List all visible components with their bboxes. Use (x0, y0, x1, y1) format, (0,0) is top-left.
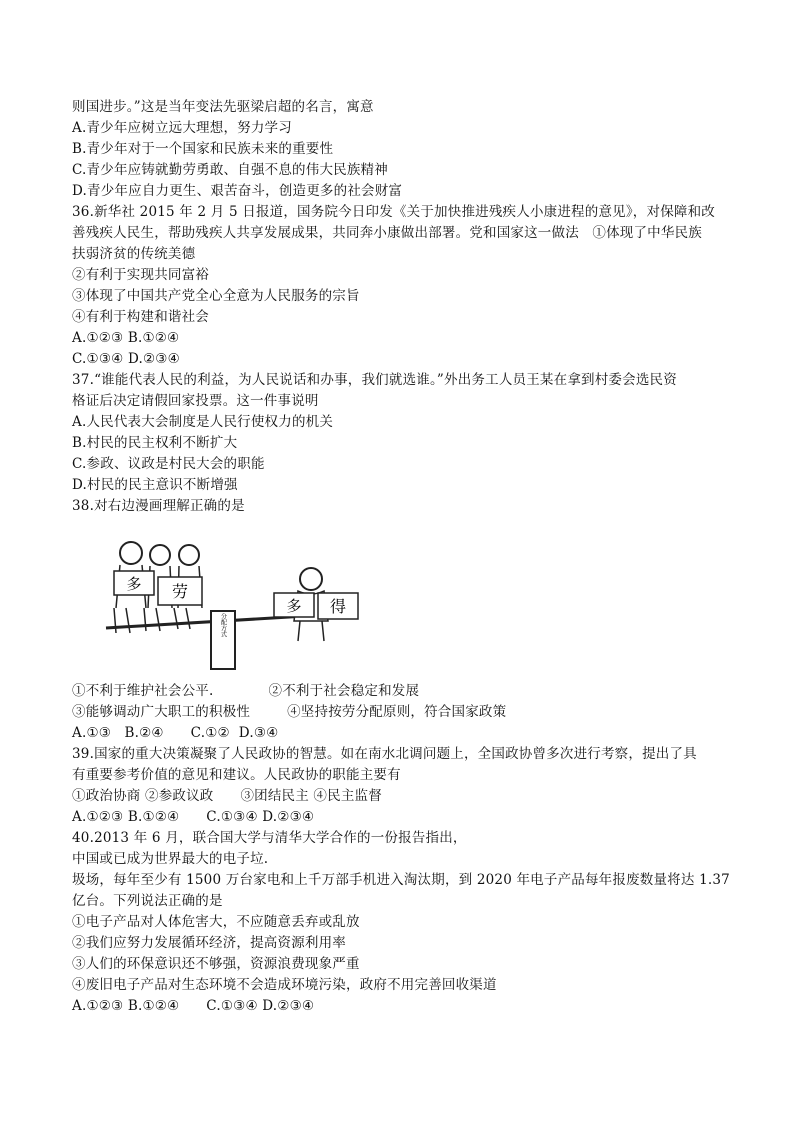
text-line: 扶弱济贫的传统美德 (72, 246, 196, 262)
text-line: 善残疾人民生，帮助残疾人共享发展成果，共同奔小康做出部署。党和国家这一做法 ①体现了中华民族 (72, 225, 702, 241)
question-block-bottom (72, 744, 732, 1017)
text-line: 圾场，每年至少有 1500 万台家电和上千万部手机进入淘汰期，到 2020 年电子产品每年报废数量将达 1.37 (72, 872, 730, 888)
document-page (72, 97, 732, 1017)
text-line: B.青少年对于一个国家和民族未来的重要性 (72, 141, 334, 157)
text-line: 37.“谁能代表人民的利益，为人民说话和办事，我们就选谁。”外出务工人员王某在拿到村委会选民资 (72, 372, 677, 388)
text-line: A.青少年应树立远大理想，努力学习 (72, 120, 292, 136)
text-line: A.人民代表大会制度是人民行使权力的机关 (72, 414, 334, 430)
cartoon-drawing (86, 533, 366, 673)
sign-left-2: 劳 (171, 582, 189, 601)
text-line: D.村民的民主意识不断增强 (72, 477, 238, 493)
text-line: ③人们的环保意识还不够强，资源浪费现象严重 (72, 956, 360, 972)
q38-option-row-1 (72, 681, 732, 702)
text-line: 中国或已成为世界最大的电子垃. (72, 851, 269, 867)
text-line: ①政治协商 ②参政议政 ③团结民主 ④民主监督 (72, 788, 382, 804)
text-line: ①电子产品对人体危害大，不应随意丢弃或乱放 (72, 914, 360, 930)
text-line: A.①②③ B.①②④ C.①③④ D.②③④ (72, 998, 315, 1014)
text-line: ②有利于实现共同富裕 (72, 267, 209, 283)
text-line: 38.对右边漫画理解正确的是 (72, 498, 245, 514)
q38-option-3: ③能够调动广大职工的积极性 (72, 704, 251, 720)
text-line: A.①②③ B.①②④ (72, 330, 180, 346)
q38-option-2: ②不利于社会稳定和发展 (268, 683, 420, 699)
text-line: ②我们应努力发展循环经济，提高资源利用率 (72, 935, 346, 951)
text-line: ③体现了中国共产党全心全意为人民服务的宗旨 (72, 288, 360, 304)
text-line: 有重要参考价值的意见和建议。人民政协的职能主要有 (72, 767, 401, 783)
text-line: 则国进步。”这是当年变法先驱梁启超的名言，寓意 (72, 99, 374, 115)
text-line: C.①③④ D.②③④ (72, 351, 180, 367)
text-line: ④废旧电子产品对生态环境不会造成环境污染，政府不用完善回收渠道 (72, 977, 497, 993)
text-line: 39.国家的重大决策凝聚了人民政协的智慧。如在南水北调问题上，全国政协曾多次进行考察，提出了具 (72, 746, 697, 762)
sign-left-1: 多 (126, 575, 142, 593)
text-line: ④有利于构建和谐社会 (72, 309, 209, 325)
sign-right-1: 多 (286, 597, 302, 615)
text-line: D.青少年应自力更生、艰苦奋斗，创造更多的社会财富 (72, 183, 403, 199)
q38-option-row-2 (72, 702, 732, 723)
text-line: 40.2013 年 6 月，联合国大学与清华大学合作的一份报告指出， (72, 830, 467, 846)
sign-right-2: 得 (329, 597, 347, 616)
text-line: 格证后决定请假回家投票。这一件事说明 (72, 393, 319, 409)
q38-option-4: ④坚持按劳分配原则，符合国家政策 (287, 704, 507, 720)
q38-option-1: ①不利于维护社会公平. (72, 683, 214, 699)
cartoon-illustration (86, 533, 366, 673)
question-block-top (72, 97, 732, 517)
text-line: C.参政、议政是村民大会的职能 (72, 456, 265, 472)
text-line: B.村民的民主权利不断扩大 (72, 435, 238, 451)
text-line: A.①②③ B.①②④ C.①③④ D.②③④ (72, 809, 315, 825)
text-line: 36.新华社 2015 年 2 月 5 日报道，国务院今日印发《关于加快推进残疾人小康进程的意见》，对保障和改 (72, 204, 716, 220)
q38-answers: A.①③ B.②④ C.①② D.③④ (72, 725, 279, 741)
fulcrum-label: 分配方式 (219, 613, 227, 637)
text-line: 亿台。下列说法正确的是 (72, 893, 223, 909)
text-line: C.青少年应铸就勤劳勇敢、自强不息的伟大民族精神 (72, 162, 388, 178)
